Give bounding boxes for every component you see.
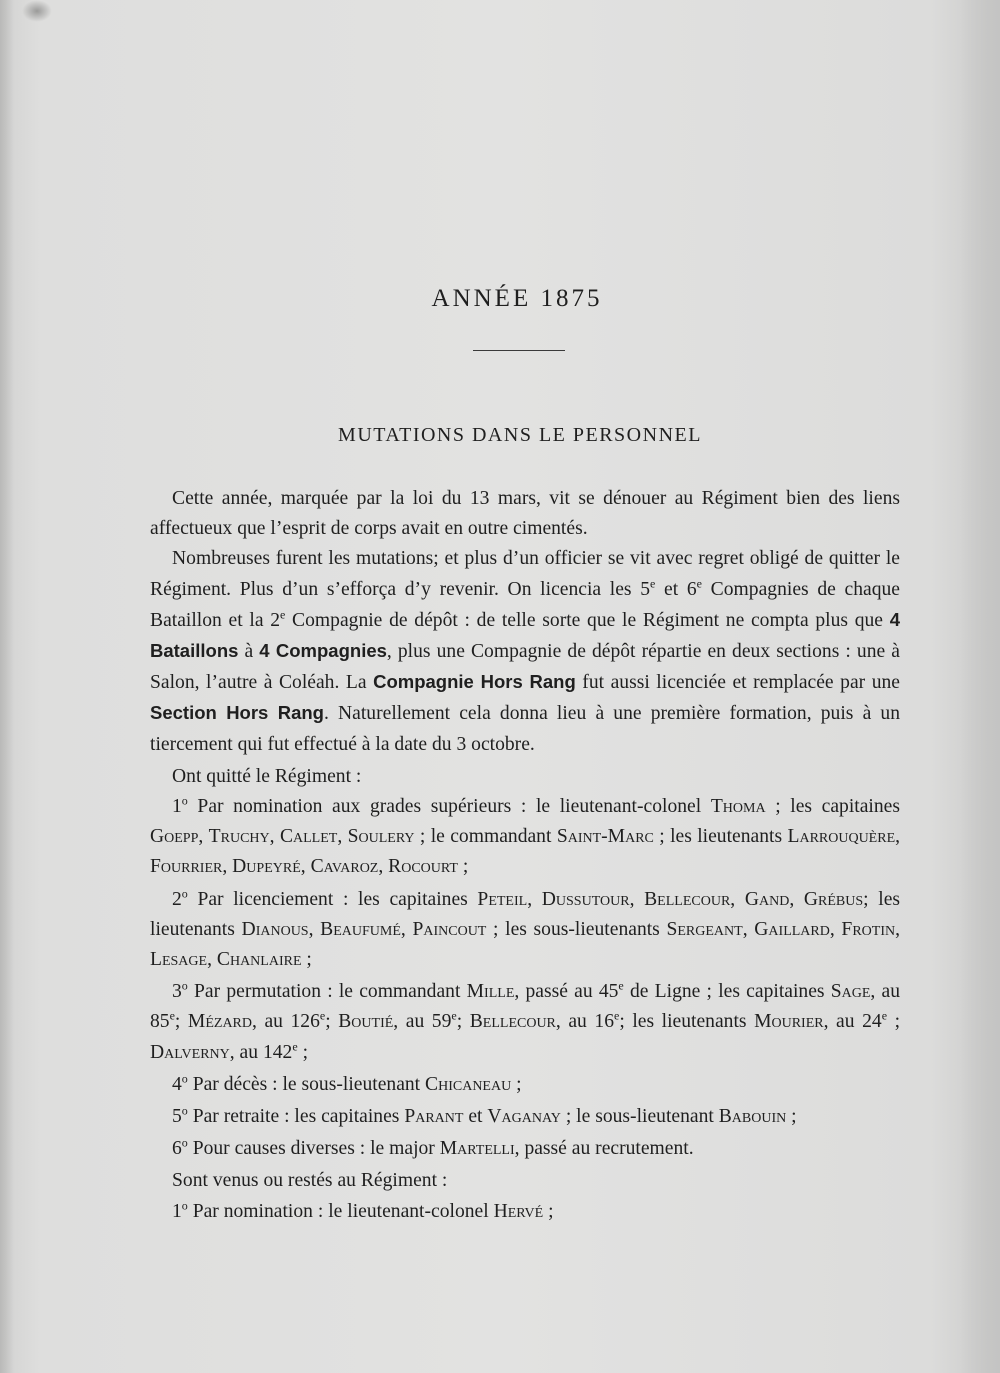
bold-term: Compagnie Hors Rang xyxy=(373,671,576,693)
text-run: Par permutation : le commandant xyxy=(187,981,467,1003)
text-run: Par nomination : le lieutenant-colonel xyxy=(187,1200,494,1222)
superscript: o xyxy=(181,1135,188,1150)
text-run: , xyxy=(198,826,209,848)
text-run: , xyxy=(789,888,804,910)
text-run: , au 59 xyxy=(393,1011,452,1033)
text-run: , au 142 xyxy=(229,1041,293,1063)
person-name: Mille xyxy=(466,981,515,1003)
text-run: , xyxy=(730,888,745,910)
paragraph-mutations xyxy=(150,544,900,759)
superscript: o xyxy=(181,978,188,993)
paragraph-left-list-intro: Ont quitté le Régiment : xyxy=(172,765,362,787)
paragraph-joined-list-intro: Sont venus ou restés au Régiment : xyxy=(172,1170,448,1192)
text-run: , xyxy=(300,856,311,878)
text-run: , xyxy=(895,826,901,848)
text-run: ; xyxy=(297,1041,309,1063)
item-number: 2 xyxy=(172,888,182,910)
text-run: ; les lieutenants xyxy=(653,826,788,848)
text-run: , xyxy=(527,888,542,910)
person-name: Chicaneau xyxy=(425,1073,512,1095)
person-name: Vaganay xyxy=(487,1106,561,1128)
person-name: Mourier xyxy=(754,1011,824,1033)
text-run: , passé au recrutement. xyxy=(514,1138,694,1160)
person-name: Callet xyxy=(279,826,338,848)
person-name: Dianous xyxy=(241,918,309,940)
person-name: Gaillard xyxy=(754,918,830,940)
superscript: e xyxy=(614,1008,620,1023)
person-name: Dupeyré xyxy=(232,856,301,878)
text-run: , xyxy=(629,888,645,910)
person-name: Grébus xyxy=(803,888,864,910)
text-run: ; xyxy=(301,949,312,971)
superscript: e xyxy=(451,1008,457,1023)
item-number: 4 xyxy=(172,1073,182,1095)
list-item-nomination-joined xyxy=(150,1197,900,1227)
superscript: o xyxy=(181,793,188,808)
text-run: , plus une Compagnie de dépôt répartie en deux sections : une à Salon, l’autre à Coléah. La xyxy=(150,641,900,694)
section-heading: MUTATIONS DANS LE PERSONNEL xyxy=(338,424,702,446)
superscript: o xyxy=(181,1103,188,1118)
text-run: , xyxy=(400,918,413,940)
text-run: , xyxy=(222,856,233,878)
text-run: Compagnie de dépôt : de telle sorte que le Régiment ne compta plus que xyxy=(285,609,890,631)
person-name: Saint-Marc xyxy=(556,826,654,848)
person-name: Sergeant xyxy=(666,918,743,940)
person-name: Babouin xyxy=(718,1106,787,1128)
item-number: 1 xyxy=(172,1200,182,1222)
superscript: o xyxy=(181,886,188,901)
text-run: , xyxy=(742,918,755,940)
text-run: , au 126 xyxy=(252,1011,320,1033)
person-name: Chanlaire xyxy=(216,949,302,971)
text-run: fut aussi licenciée et remplacée par une xyxy=(575,672,900,694)
person-name: Bellecour xyxy=(644,888,731,910)
person-name: Bellecour xyxy=(469,1011,556,1033)
text-run: ; les lieutenants xyxy=(619,1011,755,1033)
item-number: 6 xyxy=(172,1138,182,1160)
text-run: , xyxy=(895,918,900,940)
person-name: Parant xyxy=(404,1106,464,1128)
person-name: Fourrier xyxy=(150,856,223,878)
person-name: Truchy xyxy=(208,826,270,848)
year-heading: ANNÉE 1875 xyxy=(431,285,603,312)
list-item-permutation xyxy=(150,977,900,1068)
person-name: Dalverny xyxy=(150,1041,230,1063)
text-run: Nombreuses furent les mutations; et plus d’un officier se vit avec regret obligé de quitter le Régiment. Plus d’un s’efforça d’y revenir. On licencia les 5 xyxy=(150,548,900,600)
text-run: à xyxy=(238,641,260,663)
superscript: e xyxy=(280,607,286,622)
paragraph-intro: Cette année, marquée par la loi du 13 mars, vit se dénouer au Régiment bien des liens affectueux que l’esprit de corps avait en outre cimentés. xyxy=(150,488,900,540)
person-name: Cavaroz xyxy=(310,856,379,878)
page-edge-shadow xyxy=(960,0,1000,1373)
item-number: 3 xyxy=(172,981,182,1003)
text-run: , xyxy=(308,918,321,940)
person-name: Sage xyxy=(830,981,871,1003)
text-run: ; le sous-lieutenant xyxy=(560,1106,719,1128)
superscript: o xyxy=(181,1071,188,1086)
text-run: et xyxy=(463,1106,488,1128)
text-run: , xyxy=(269,826,280,848)
superscript: e xyxy=(292,1039,298,1054)
item-number: 5 xyxy=(172,1106,182,1128)
person-name: Gand xyxy=(744,888,790,910)
text-run: ; xyxy=(786,1106,797,1128)
text-run: ; les sous-lieutenants xyxy=(486,918,667,940)
text-run: ; xyxy=(511,1073,522,1095)
text-run: , xyxy=(378,856,389,878)
text-run: et 6 xyxy=(655,578,697,600)
person-name: Boutié xyxy=(338,1011,394,1033)
text-run: Compagnies de chaque Bataillon et la 2 xyxy=(150,578,900,631)
superscript: e xyxy=(650,576,656,591)
superscript: e xyxy=(696,576,702,591)
person-name: Martelli xyxy=(439,1138,515,1160)
person-name: Lesage xyxy=(150,949,208,971)
text-run: , au 16 xyxy=(555,1011,614,1033)
text-run: Par retraite : les capitaines xyxy=(187,1106,405,1128)
text-run: de Ligne ; les capitaines xyxy=(623,981,831,1003)
text-run: ; les capitaines xyxy=(765,796,900,818)
text-run: , passé au 45 xyxy=(514,981,619,1003)
list-item-deces xyxy=(150,1070,900,1100)
person-name: Peteil xyxy=(477,888,528,910)
page-body xyxy=(150,484,900,1227)
list-item-licenciement xyxy=(150,885,900,976)
text-run: , xyxy=(337,826,348,848)
item-number: 1 xyxy=(172,796,182,818)
bold-term: 4 Bataillons xyxy=(150,608,900,662)
superscript: e xyxy=(169,1008,175,1023)
text-run: Par licenciement : les capitaines xyxy=(187,888,478,910)
superscript: e xyxy=(881,1008,888,1023)
person-name: Hervé xyxy=(493,1200,544,1222)
text-run: ; les lieutenants xyxy=(150,888,901,940)
list-item-causes-diverses xyxy=(150,1134,900,1164)
page-binding-shadow xyxy=(0,0,14,1373)
superscript: e xyxy=(319,1008,326,1023)
text-run: , xyxy=(829,918,842,940)
text-run: ; xyxy=(174,1011,188,1033)
person-name: Larrouquère xyxy=(787,826,896,848)
text-run: ; xyxy=(325,1011,339,1033)
person-name: Rocourt xyxy=(388,856,458,878)
text-run: ; le commandant xyxy=(414,826,557,848)
superscript: o xyxy=(181,1198,188,1213)
text-run: , au 24 xyxy=(823,1011,882,1033)
text-run: ; xyxy=(456,1011,470,1033)
person-name: Thoma xyxy=(710,796,766,818)
text-run: Par nomination aux grades supérieurs : le lieutenant-colonel xyxy=(187,796,711,818)
text-run: , xyxy=(207,949,217,971)
text-run: ; xyxy=(543,1200,554,1222)
person-name: Mézard xyxy=(187,1011,253,1033)
bold-term: 4 Compagnies xyxy=(259,640,387,662)
bold-term: Section Hors Rang xyxy=(150,702,324,724)
list-item-nominations xyxy=(150,792,900,883)
list-item-retraite xyxy=(150,1102,900,1132)
superscript: e xyxy=(618,978,624,993)
person-name: Soulery xyxy=(347,826,415,848)
text-run: , au 85 xyxy=(150,981,901,1033)
ink-smudge xyxy=(22,0,52,22)
heading-rule xyxy=(473,350,565,351)
person-name: Goepp xyxy=(150,826,199,848)
person-name: Beaufumé xyxy=(320,918,401,940)
person-name: Dussutour xyxy=(541,888,630,910)
text-run: ; xyxy=(457,856,469,878)
text-run: Par décès : le sous-lieutenant xyxy=(187,1073,426,1095)
person-name: Frotin xyxy=(841,918,896,940)
text-run: ; xyxy=(887,1011,901,1033)
text-run: . Naturellement cela donna lieu à une première formation, puis à un tiercement qui fut effectué à la date du 3 octobre. xyxy=(150,703,900,755)
text-run: Pour causes diverses : le major xyxy=(187,1138,440,1160)
person-name: Paincout xyxy=(412,918,487,940)
